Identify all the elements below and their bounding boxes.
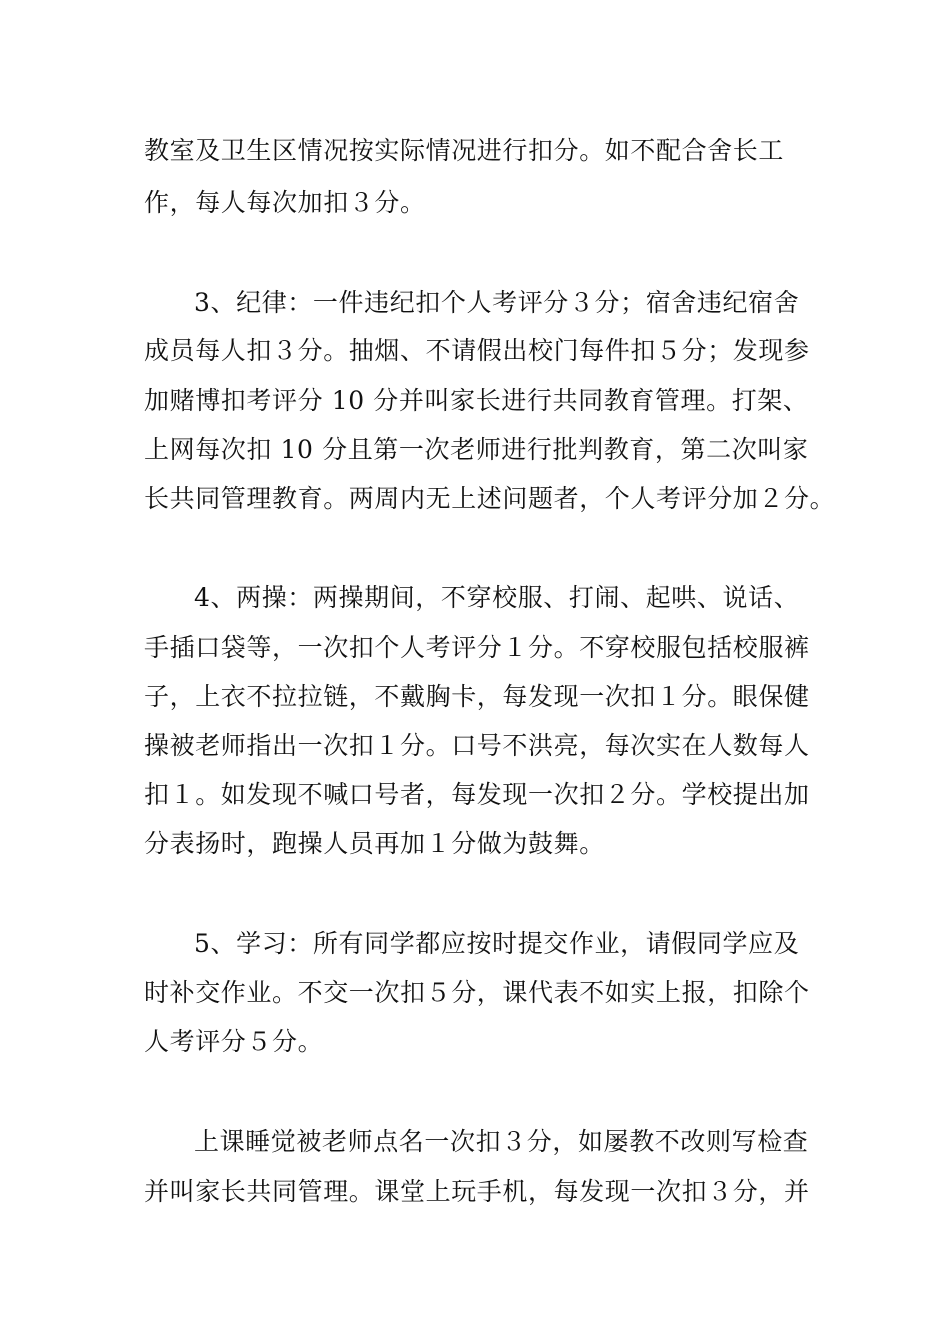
text-line: 并叫家长共同管理。课堂上玩手机，每发现一次扣３分，并 — [144, 1177, 810, 1206]
text-line: 分表扬时，跑操人员再加１分做为鼓舞。 — [144, 829, 605, 858]
text-line: 操被老师指出一次扣１分。口号不洪亮，每次实在人数每人 — [144, 731, 810, 760]
text-line: 3、纪律：一件违纪扣个人考评分３分；宿舍违纪宿舍 — [194, 288, 800, 317]
text-line: 手插口袋等，一次扣个人考评分１分。不穿校服包括校服裤 — [144, 633, 810, 662]
text-line: 4、两操：两操期间，不穿校服、打闹、起哄、说话、 — [194, 583, 800, 612]
text-line: 作，每人每次加扣３分。 — [144, 188, 426, 217]
text-line: 子，上衣不拉拉链，不戴胸卡，每发现一次扣１分。眼保健 — [144, 682, 810, 711]
text-line: 扣１。如发现不喊口号者，每发现一次扣２分。学校提出加 — [144, 780, 810, 809]
text-line: 加赌博扣考评分 10 分并叫家长进行共同教育管理。打架、 — [144, 386, 809, 415]
text-line: 成员每人扣３分。抽烟、不请假出校门每件扣５分；发现参 — [144, 336, 810, 365]
text-line: 长共同管理教育。两周内无上述问题者，个人考评分加２分。 — [144, 484, 836, 513]
text-line: 人考评分５分。 — [144, 1027, 324, 1056]
text-line: 教室及卫生区情况按实际情况进行扣分。如不配合舍长工 — [144, 136, 785, 165]
text-line: 上网每次扣 10 分且第一次老师进行批判教育，第二次叫家 — [144, 435, 809, 464]
text-line: 5、学习：所有同学都应按时提交作业，请假同学应及 — [194, 929, 800, 958]
text-line: 时补交作业。不交一次扣５分，课代表不如实上报，扣除个 — [144, 978, 810, 1007]
text-line: 上课睡觉被老师点名一次扣３分，如屡教不改则写检查 — [194, 1127, 809, 1156]
